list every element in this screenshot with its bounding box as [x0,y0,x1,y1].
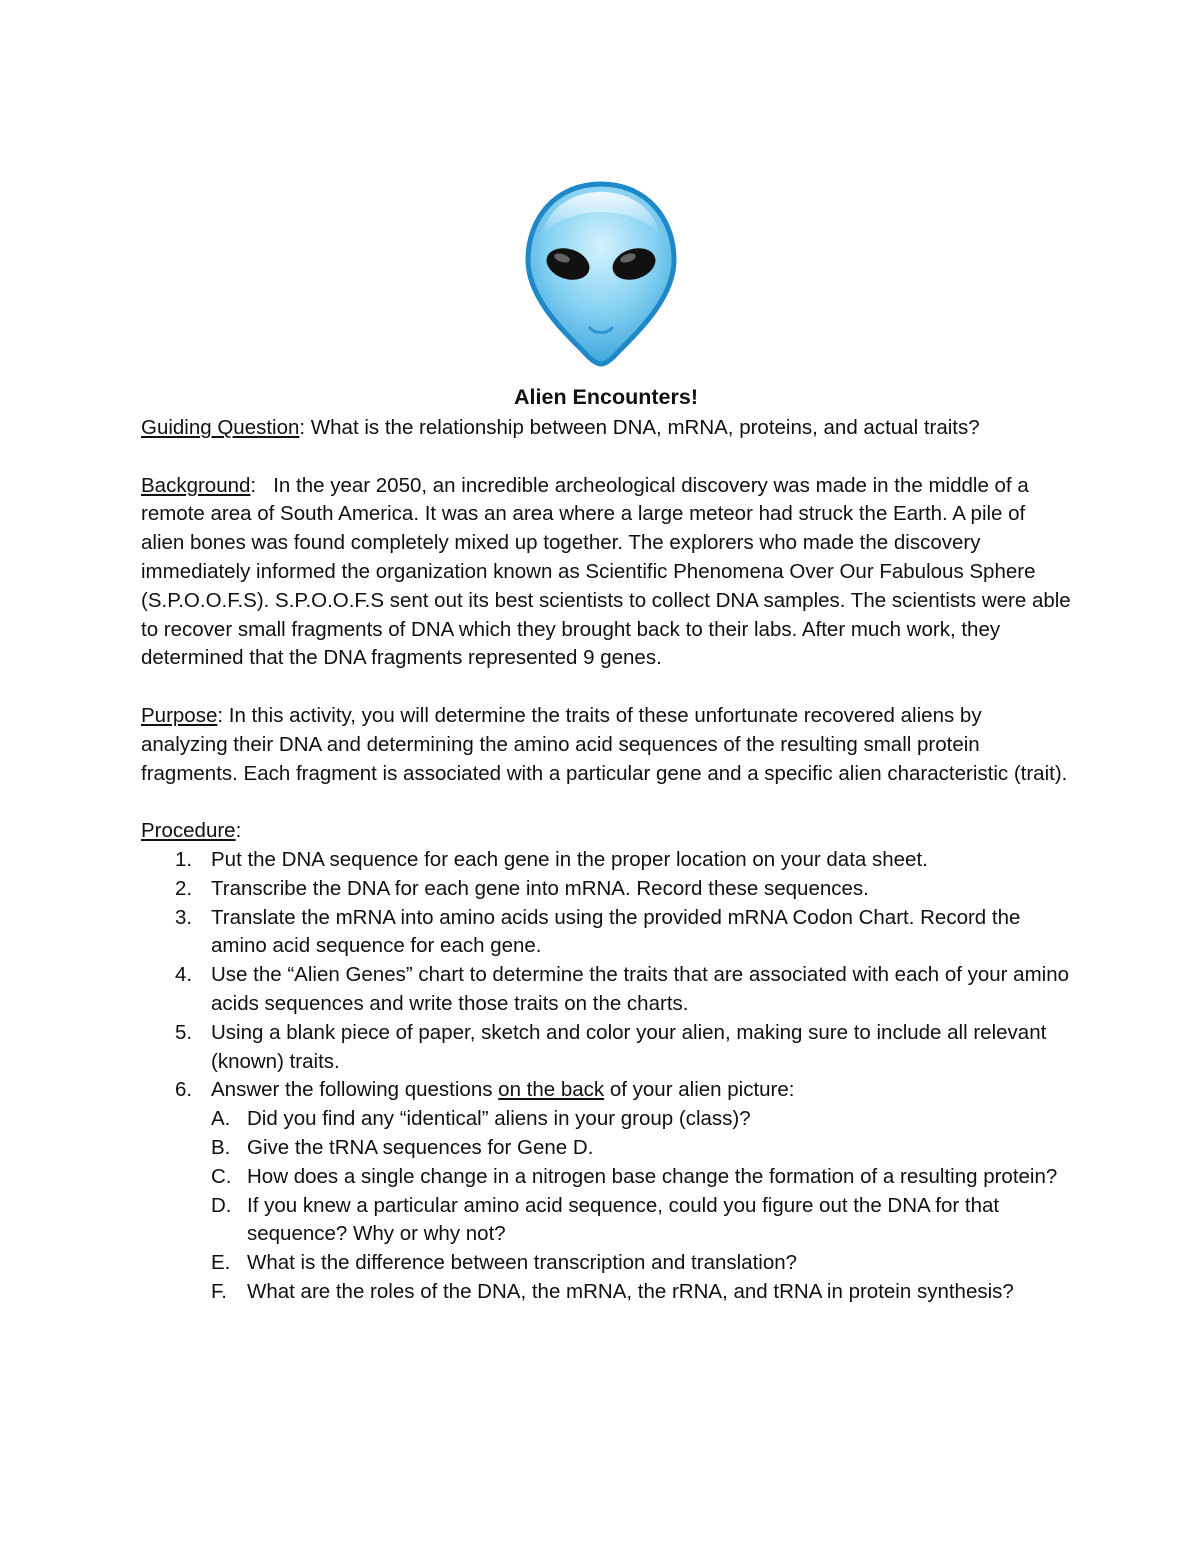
background-sep: : [250,473,257,497]
guiding-question-label: Guiding Question [141,416,300,439]
procedure-heading [141,817,1071,846]
purpose-sep: : [217,703,224,727]
step-text: Use the “Alien Genes” chart to determine the traits that are associated with each of your amino acids sequences and write those traits on the charts. [211,963,1070,1015]
page-title: Alien Encounters! [514,385,698,409]
on-the-back-emphasis: on the back [498,1078,605,1102]
question-text: What are the roles of the DNA, the mRNA, the rRNA, and tRNA in protein synthesis? [247,1279,1014,1303]
step-number: 5. [175,1020,193,1044]
alien-head-icon [520,178,682,368]
step-text: Translate the mRNA into amino acids using the provided mRNA Codon Chart. Record the amino acid sequence for each gene. [211,905,1021,958]
list-item [141,846,1071,875]
step-text: Transcribe the DNA for each gene into mRNA. Record these sequences. [211,876,869,900]
list-item [211,1249,1071,1278]
procedure-sep: : [235,819,242,843]
step-number: 1. [175,847,193,871]
guiding-question-sep: : [299,416,306,439]
question-letter: B. [211,1135,231,1159]
step-number: 4. [175,963,193,987]
procedure-steps [141,846,1071,1307]
question-letter: E. [211,1251,231,1275]
question-text: If you knew a particular amino acid sequence, could you figure out the DNA for that sequence? Why or why not? [247,1193,1000,1246]
step-text: Answer the following questions [211,1078,499,1102]
step-text: of your alien picture: [604,1078,795,1102]
question-text: What is the difference between transcription and translation? [247,1251,798,1275]
procedure-label: Procedure [141,819,236,843]
question-text: Give the tRNA sequences for Gene D. [247,1135,594,1159]
background-paragraph [141,472,1077,674]
background-label: Background [141,473,251,497]
list-item [211,1278,1071,1307]
list-item [211,1192,1071,1250]
question-letter: D. [211,1193,232,1217]
step-number: 2. [175,876,193,900]
list-item [141,904,1071,962]
list-item [141,1019,1071,1077]
purpose-text: In this activity, you will determine the traits of these unfortunate recovered aliens by analyzing their DNA and determining the amino acid sequences of the resulting small protein fragments. Each fragment is associated with a particular gene and a specific alien characteristic (trait). [141,703,1068,785]
step-number: 3. [175,905,193,929]
question-text: How does a single change in a nitrogen base change the formation of a resulting protein? [247,1164,1058,1188]
question-letter: A. [211,1107,231,1131]
step-text: Put the DNA sequence for each gene in the proper location on your data sheet. [211,847,928,871]
document-body [141,382,1077,1307]
list-item [141,961,1071,1019]
question-letter: F. [211,1279,227,1303]
question-text: Did you find any “identical” aliens in your group (class)? [247,1107,751,1131]
list-item [211,1134,1071,1163]
list-item [141,1076,1071,1306]
spacer [141,673,1071,702]
spacer [141,443,1071,472]
step-number: 6. [175,1078,193,1102]
list-item [141,875,1071,904]
question-letter: C. [211,1164,232,1188]
list-item [211,1105,1071,1134]
list-item [211,1163,1071,1192]
purpose-label: Purpose [141,703,218,727]
background-text: In the year 2050, an incredible archeological discovery was made in the middle of a remote area of South America. It was an area where a large meteor had struck the Earth. A pile of alien bones was found completely mixed up together. The explorers who made the discovery immediately informed the organization known as Scientific Phenomena Over Our Fabulous Sphere (S.P.O.O.F.S). S.P.O.O.F.S sent out its best scientists to collect DNA samples. The scientists were able to recover small fragments of DNA which they brought back to their labs. After much work, they determined that the DNA fragments represented 9 genes. [141,473,1077,670]
guiding-question [141,414,1071,443]
spacer [141,788,1071,817]
question-list [211,1105,1071,1307]
purpose-paragraph [141,702,1071,788]
step-text: Using a blank piece of paper, sketch and color your alien, making sure to include all relevant (known) traits. [211,1020,1047,1073]
guiding-question-text: What is the relationship between DNA, mRNA, proteins, and actual traits? [305,416,980,439]
